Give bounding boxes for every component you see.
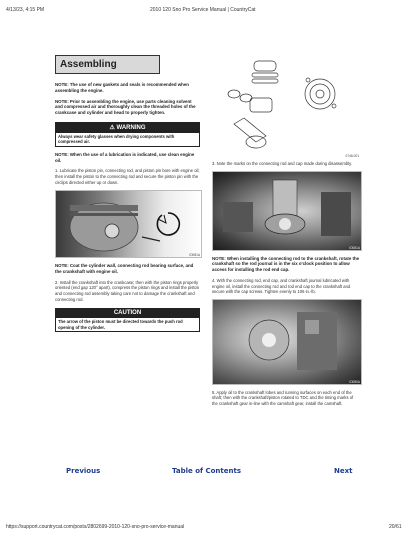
piston-pin-figure bbox=[55, 190, 202, 258]
note-crankshaft-position: NOTE: When installing the connecting rod to the crankshaft, rotate the crankshaft so the rod journal is in the six o'clock position to allow access for installing the rod end cap. bbox=[212, 255, 360, 273]
step-1: 1. Lubricate the piston pin, connecting rod, and piston pin bore with engine oil; then install the piston to the connecting rod and secure the piston pin with the circlips directed either up or down. bbox=[55, 168, 200, 185]
warning-icon: ⚠ bbox=[109, 124, 117, 131]
print-title: 2010 120 Sno Pro Service Manual | CountryCat bbox=[150, 7, 256, 13]
left-column bbox=[55, 55, 200, 332]
caution-banner: CAUTION bbox=[55, 308, 200, 318]
right-column bbox=[212, 55, 360, 407]
note-clean-threads: NOTE: Prior to assembling the engine, use parts cleaning solvent and compressed air and thoroughly clean the threaded holes of the crankcase and cylinder and head to properly tighten. bbox=[55, 98, 196, 116]
previous-link[interactable]: Previous bbox=[66, 467, 101, 475]
step-2: 2. Install the crankshaft into the crankcase; then with the piston rings properly oriented (end gap 120° apart), compress the piston rings and install the piston and connecting rod assembly taking care not to damage the crankshaft and connecting rod. bbox=[55, 279, 200, 302]
step-4: 4. With the connecting rod, end cap, and crankshaft journal lubricated with engine oil, install the connecting rod and rod end cap to the crankshaft and secure with the cap screws. Tighten evenly to 106 in.-lb. bbox=[212, 277, 351, 295]
warning-banner bbox=[55, 122, 200, 133]
step-5: 5. Apply oil to the crankshaft lobes and running surfaces on each end of the shaft; then with the crankshaft/piston rotated to TDC and the timing marks of the crankshaft gear in-line with the camshaft gear, install the camshaft. bbox=[212, 389, 354, 406]
figure-1-label: IO081A bbox=[189, 253, 200, 258]
crankshaft-photo bbox=[212, 299, 362, 385]
manual-page bbox=[55, 55, 360, 470]
piston-illustration bbox=[56, 191, 201, 257]
crankshaft-illustration bbox=[213, 300, 361, 384]
warning-label: WARNING bbox=[116, 124, 146, 131]
step-3: 3. Note the marks on the connecting rod and cap made during disassembly. bbox=[212, 161, 353, 166]
warning-text: Always wear safety glasses when drying components with compressed air. bbox=[55, 133, 200, 147]
parts-drawing-figure bbox=[212, 58, 360, 158]
figure-mid-label: IO081A bbox=[349, 245, 360, 250]
section-title: Assembling bbox=[55, 55, 160, 74]
print-url: https://support.countrycat.com/posts/2802699-2010-120-sno-pro-service-manual bbox=[6, 524, 185, 530]
caution-text: The arrow of the piston must be directed towards the push rod opening of the cylinder. bbox=[55, 318, 200, 332]
note-coat-cylinder: NOTE: Coat the cylinder wall, connecting rod bearing surface, and the crankshaft with engine oil. bbox=[55, 263, 194, 274]
print-page-number: 20/61 bbox=[389, 524, 402, 530]
connecting-rod-drawing bbox=[212, 58, 360, 158]
table-of-contents-link[interactable]: Table of Contents bbox=[172, 467, 242, 475]
next-link[interactable]: Next bbox=[334, 467, 353, 475]
figure-top-label: 0746-001 bbox=[345, 154, 359, 158]
print-datetime: 4/13/23, 4:15 PM bbox=[6, 7, 45, 13]
note-engine-oil: NOTE: When the use of a lubrication is indicated, use clean engine oil. bbox=[55, 151, 195, 163]
figure-bottom-label: IO080A bbox=[349, 379, 360, 384]
rod-photo-illustration bbox=[213, 172, 361, 250]
note-new-gaskets: NOTE: The use of new gaskets and seals is recommended when assembling the engine. bbox=[55, 82, 189, 93]
connecting-rod-photo bbox=[212, 171, 362, 251]
